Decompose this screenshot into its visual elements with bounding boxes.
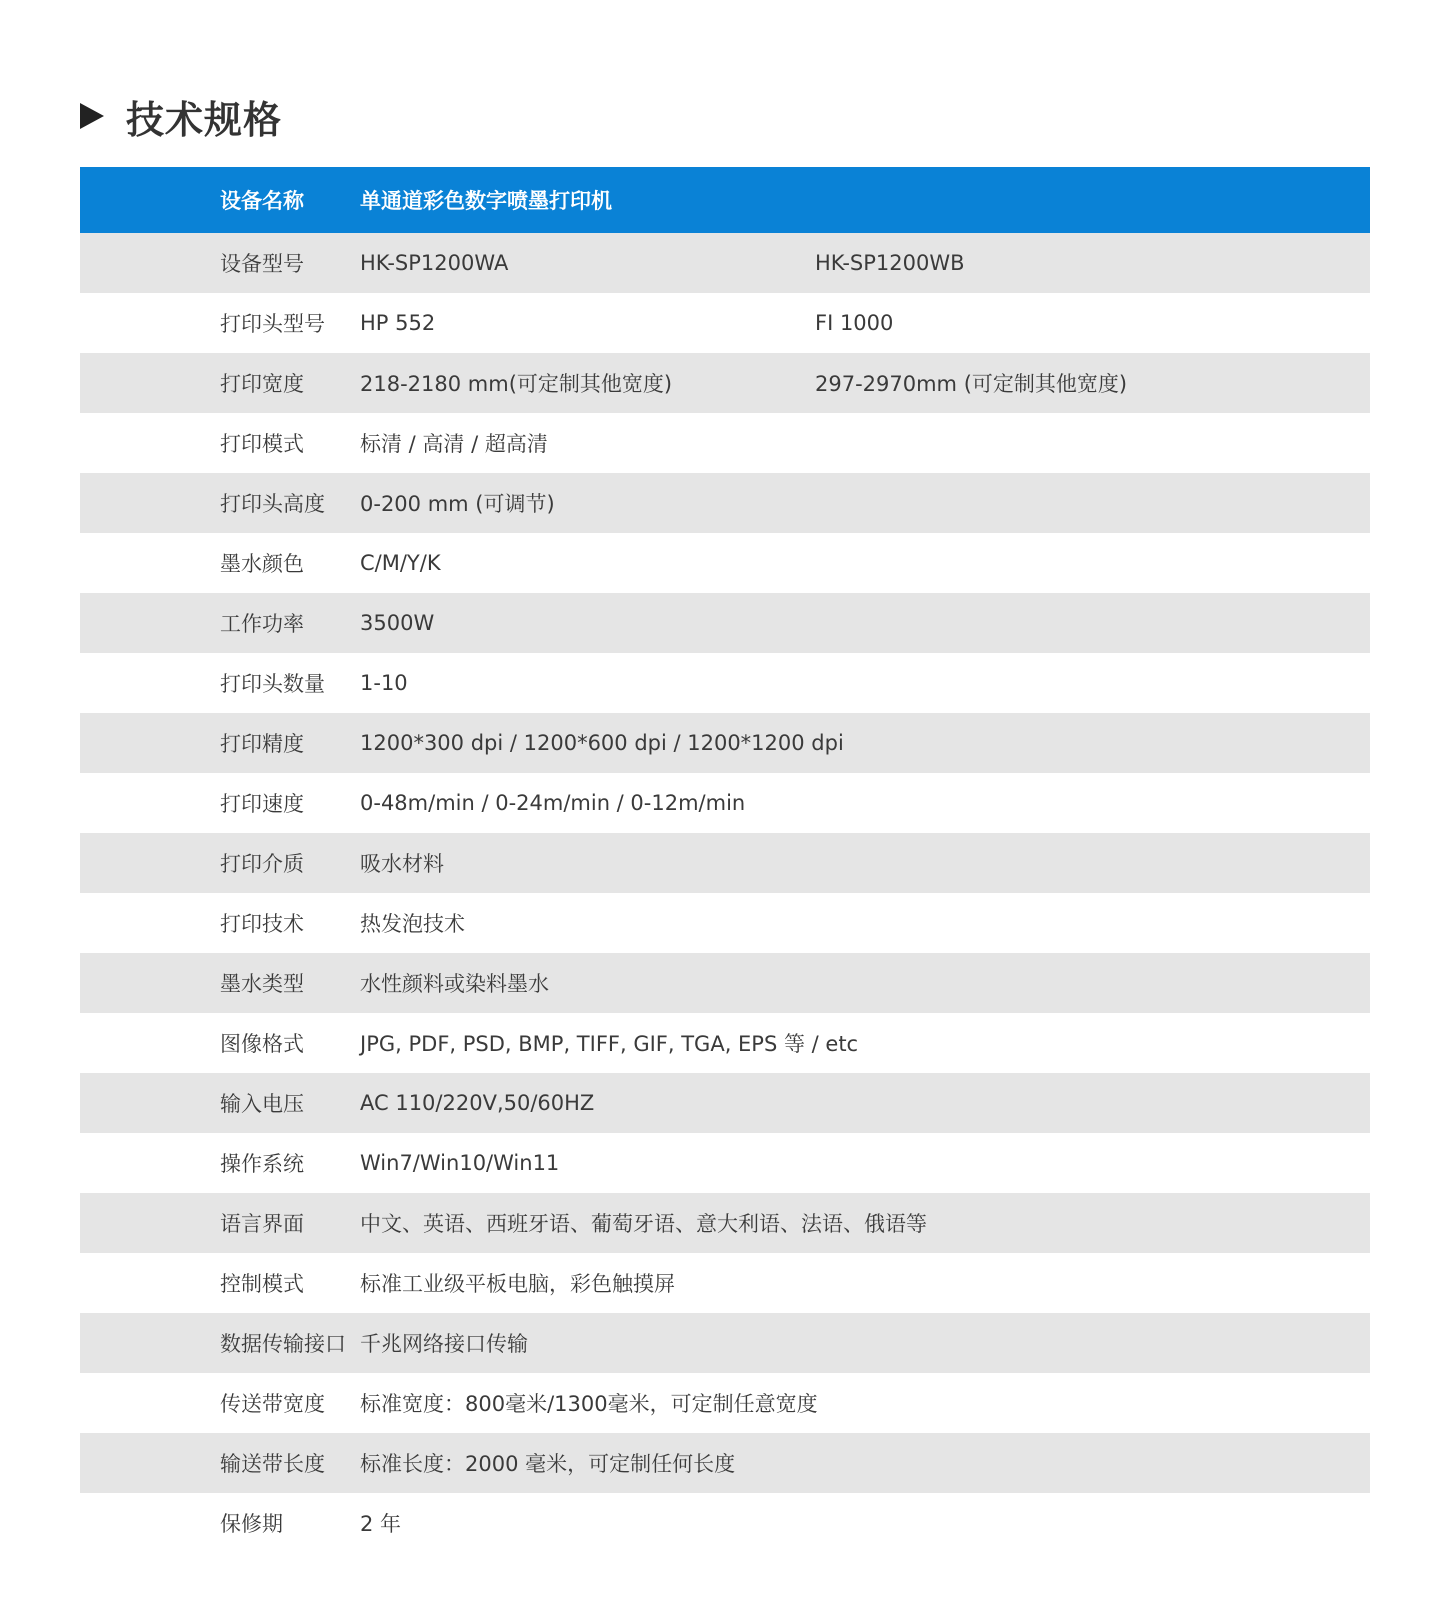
spec-value-alt (815, 833, 1370, 893)
table-row (80, 353, 1370, 413)
table-row (80, 953, 1370, 1013)
spec-label: 墨水颜色 (220, 552, 304, 576)
spec-value: 千兆网络接口传输 (360, 1332, 528, 1356)
spec-value-alt (815, 1253, 1370, 1313)
triangle-right-icon (80, 103, 104, 129)
table-row (80, 1193, 1370, 1253)
spec-label: 打印技术 (220, 912, 304, 936)
table-row (80, 533, 1370, 593)
spec-value: 热发泡技术 (360, 912, 465, 936)
table-row (80, 713, 1370, 773)
spec-value: Win7/Win10/Win11 (360, 1151, 560, 1175)
spec-label: 打印介质 (220, 852, 304, 876)
spec-value: 中文、英语、西班牙语、葡萄牙语、意大利语、法语、俄语等 (360, 1212, 927, 1236)
spec-value-alt: FI 1000 (815, 311, 894, 335)
spec-value: 吸水材料 (360, 852, 444, 876)
table-row (80, 1433, 1370, 1493)
spec-label: 工作功率 (220, 612, 304, 636)
spec-label: 语言界面 (220, 1212, 304, 1236)
spec-value: HK-SP1200WA (360, 251, 509, 275)
spec-label: 保修期 (220, 1512, 283, 1536)
section-heading (80, 86, 282, 146)
spec-value: C/M/Y/K (360, 551, 441, 575)
spec-label: 控制模式 (220, 1272, 304, 1296)
spec-value: 水性颜料或染料墨水 (360, 972, 549, 996)
spec-value: 标准宽度：800毫米/1300毫米，可定制任意宽度 (360, 1392, 818, 1416)
spec-label: 打印头高度 (220, 492, 325, 516)
spec-value-alt (815, 1073, 1370, 1133)
spec-value-alt (815, 1313, 1370, 1373)
spec-table (80, 167, 1370, 1553)
table-row (80, 893, 1370, 953)
spec-value-alt (815, 713, 1370, 773)
spec-value-alt (815, 653, 1370, 713)
spec-value: 2 年 (360, 1512, 402, 1536)
table-row (80, 473, 1370, 533)
table-header-row (80, 167, 1370, 233)
spec-label: 打印模式 (220, 432, 304, 456)
spec-value-alt (815, 413, 1370, 473)
spec-value: 标准工业级平板电脑，彩色触摸屏 (360, 1272, 675, 1296)
spec-value: 标清 / 高清 / 超高清 (360, 432, 548, 456)
spec-value: 3500W (360, 611, 435, 635)
spec-value-alt (815, 893, 1370, 953)
spec-label: 图像格式 (220, 1032, 304, 1056)
table-row (80, 1253, 1370, 1313)
spec-value: AC 110/220V,50/60HZ (360, 1091, 595, 1115)
table-row (80, 233, 1370, 293)
spec-label: 数据传输接口 (220, 1332, 346, 1356)
spec-label: 传送带宽度 (220, 1392, 325, 1416)
spec-value-alt (815, 953, 1370, 1013)
table-row (80, 1073, 1370, 1133)
spec-label: 操作系统 (220, 1152, 304, 1176)
spec-value: HP 552 (360, 311, 436, 335)
spec-value: 0-200 mm (可调节) (360, 492, 555, 516)
spec-value-alt (815, 1373, 1370, 1433)
table-row (80, 833, 1370, 893)
table-row (80, 413, 1370, 473)
spec-value: JPG, PDF, PSD, BMP, TIFF, GIF, TGA, EPS 等 / etc (360, 1032, 859, 1056)
spec-label: 打印精度 (220, 732, 304, 756)
table-row (80, 1133, 1370, 1193)
spec-label: 设备型号 (220, 252, 304, 276)
table-row (80, 1493, 1370, 1553)
table-row (80, 593, 1370, 653)
spec-value: 标准长度：2000 毫米，可定制任何长度 (360, 1452, 736, 1476)
spec-value-alt (815, 1133, 1370, 1193)
spec-value-alt (815, 1433, 1370, 1493)
table-row (80, 1013, 1370, 1073)
section-title: 技术规格 (126, 97, 283, 142)
spec-label: 输送带长度 (220, 1452, 325, 1476)
spec-value: 1200*300 dpi / 1200*600 dpi / 1200*1200 dpi (360, 731, 844, 755)
spec-label: 打印宽度 (220, 372, 304, 396)
spec-label: 打印速度 (220, 792, 304, 816)
spec-value-alt (815, 473, 1370, 533)
table-row (80, 1313, 1370, 1373)
spec-value-alt: HK-SP1200WB (815, 251, 965, 275)
table-row (80, 293, 1370, 353)
spec-value-alt (815, 773, 1370, 833)
spec-label: 打印头数量 (220, 672, 325, 696)
spec-value-alt (815, 533, 1370, 593)
spec-label: 输入电压 (220, 1092, 304, 1116)
spec-value-alt (815, 593, 1370, 653)
spec-value-alt: 297-2970mm (可定制其他宽度) (815, 372, 1128, 396)
table-row (80, 773, 1370, 833)
spec-value: 1-10 (360, 671, 408, 695)
table-row (80, 653, 1370, 713)
spec-label: 墨水类型 (220, 972, 304, 996)
table-row (80, 1373, 1370, 1433)
spec-value: 218-2180 mm(可定制其他宽度) (360, 372, 673, 396)
spec-value: 0-48m/min / 0-24m/min / 0-12m/min (360, 791, 746, 815)
spec-value-alt (815, 1493, 1370, 1553)
spec-label: 打印头型号 (220, 312, 325, 336)
header-label: 设备名称 (220, 189, 304, 213)
header-value: 单通道彩色数字喷墨打印机 (360, 189, 612, 213)
spec-value-alt (815, 1013, 1370, 1073)
